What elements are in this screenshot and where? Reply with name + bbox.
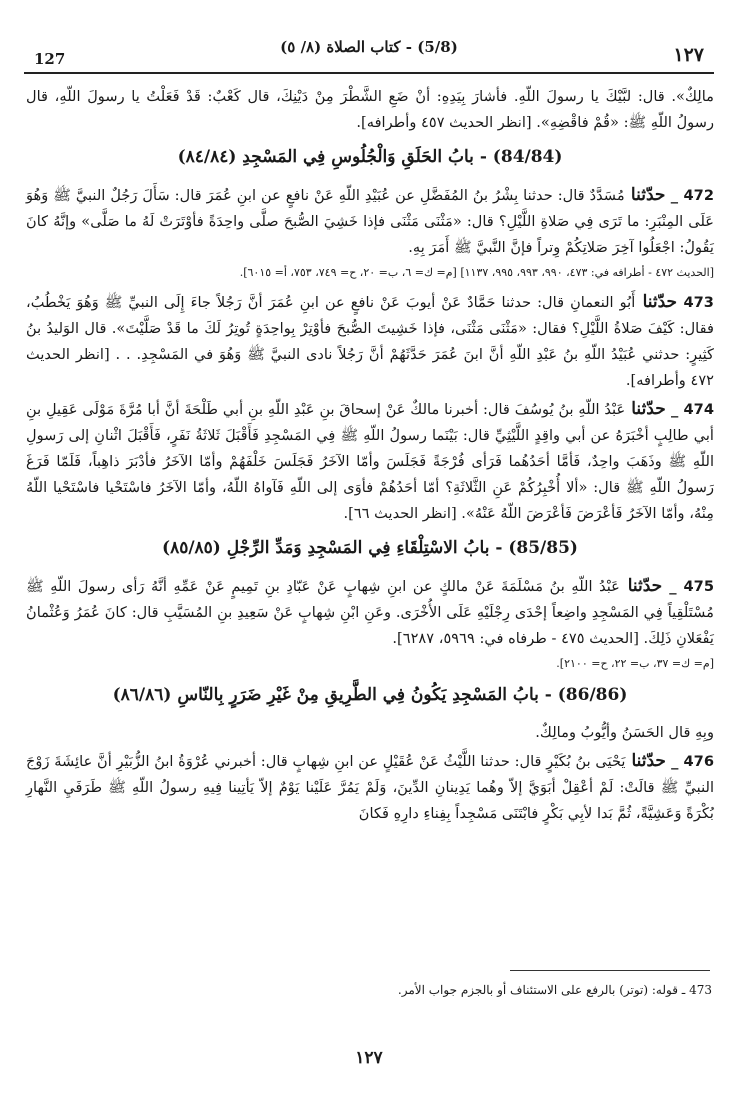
chapter-heading: (84/84) - بابُ الحَلَقِ وَالْجُلُوسِ فِي المَسْجِدِ (٨٤/٨٤) (177, 147, 563, 167)
paragraph-text: أَبُو النعمانِ قال: حدثنا حَمَّادٌ عَنْ أيوبَ عَنْ نافعٍ عن ابنِ عُمَرَ أنَّ رَجُلاً جاءَ إِلَى النبيِّ ﷺ وَهُوَ يَخْطُبُ، فقال: كَيْفَ صَلاةُ اللَّيْلِ؟ فقال: «مَثْنَى مَثْنَى، فإذا خَشِيتَ الصُّبحَ فأوْتِرْ بِواحِدَةٍ تُوتِرُ لَكَ ما قَدْ صَلَّيْتَ». قال الوَليدُ بنُ كَثِيرٍ: حدثني عُبَيْدُ اللّهِ بنُ عَبْدِ اللّهِ أنَّ ابنَ عُمَرَ حَدَّثَهُمْ أنَّ رَجُلاً نادى النبيَّ ﷺ وَهُوَ في المَسْجِدِ. . . [انظر الحديث ٤٧٢ وأطرافه]. (26, 294, 714, 389)
hadith-paragraph (26, 573, 714, 652)
footer-page-number: ١٢٧ (355, 1048, 383, 1068)
page-header (24, 32, 714, 74)
paragraph-text: عَبْدُ اللّهِ بنُ مَسْلَمَةَ عَنْ مالكٍ عن ابنِ شِهابٍ عَنْ عَبّادِ بنِ تَمِيمٍ عَنْ عَمِّهِ أنَّهُ رَأى رسولَ اللّهِ ﷺ مُسْتَلْقِياً فِي المَسْجِدِ واضِعاً إحْدَى رِجْلَيْهِ عَلَى الأُخْرَى. وعَنِ ابْنِ شِهابٍ عَنْ سَعِيدِ بنِ المُسَيَّبِ قال: كانَ عُمَرُ وَعُثْمانُ يَفْعَلانِ ذَلِكَ. [الحديث ٤٧٥ - طرفاه في: ٥٩٦٩، ٦٢٨٧]. (26, 578, 714, 647)
chapter-heading: (86/86) - بابُ المَسْجِدِ يَكُونُ فِي الطَّرِيقِ مِنْ غَيْرِ ضَرَرٍ بِالنّاسِ (٨٦/٨٦) (112, 685, 628, 705)
haddathana-keyword: حدّثنا (624, 185, 666, 205)
paragraph-text: مُسَدَّدٌ قال: حدثنا بِشْرُ بنُ المُفَضَّلِ عن عُبَيْدِ اللّهِ عَنْ نافعٍ عن ابنِ عُمَرَ قال: سَأَلَ رَجُلٌ النبيَّ ﷺ وَهُوَ عَلَى المِنْبَرِ: ما تَرَى فِي صَلاةِ اللَّيْلِ؟ قال: «مَثْنَى مَثْنَى فإذا خَشِيَ الصُّبحَ صلَّى واحِدَةً فأوْتَرَتْ لَهُ ما صَلَّى» وإنَّهُ كانَ يَقُولُ: اجْعَلُوا آخِرَ صَلاتِكُمْ وِتراً فإنَّ النَّبيَّ ﷺ أَمَرَ بِهِ. (26, 187, 714, 256)
page-number-arabic: ١٢٧ (673, 44, 704, 66)
page-number-latin: 127 (34, 50, 66, 68)
paragraph-text: وبِهِ قال الحَسَنُ وأيُّوبُ ومالِكٌ. (535, 724, 714, 741)
hadith-paragraph (26, 289, 714, 394)
hadith-reference: [الحديث ٤٧٢ - أطرافه في: ٤٧٣، ٩٩٠، ٩٩٣، ٩٩٥، ١١٣٧] [م= ك= ٦، ب= ٢٠، ح= ٧٤٩، ٧٥٣، أ= ٦٠١٥]. (239, 266, 714, 279)
haddathana-keyword: حدّثنا (635, 292, 678, 312)
haddathana-keyword: حدّثنا (625, 399, 666, 419)
hadith-number: 476 _ (665, 753, 714, 770)
hadith-number: 473 (677, 294, 714, 311)
hadith-number: 475 _ (662, 578, 714, 595)
hadith-paragraph (26, 84, 714, 136)
paragraph-text: يَحْيَى بنُ بُكَيْرٍ قال: حدثنا اللَّيْثُ عَنْ عُقَيْلٍ عن ابنِ شِهابٍ قال: أخبرني عُرْوَةُ ابنُ الزُّبَيْرِ أنَّ عائِشَةَ زَوْجَ النبيِّ ﷺ قالَتْ: لَمْ أعْقِلْ أبَوَيَّ إلاّ وهُما يَدِينانِ الدِّينَ، وَلَمْ يَمُرَّ عَلَيْنا يَوْمٌ إلاّ يَأتِينا فِيهِ رسولُ اللّهِ ﷺ طَرَفَيِ النَّهارِ بُكْرَةً وَعَشِيَّةً، ثُمَّ بَدا لأبِي بَكْرٍ فابْتَنَى مَسْجِداً بِفِناءِ دارِهِ فَكانَ (26, 753, 714, 822)
hadith-reference: [م= ك= ٣٧، ب= ٢٢، ح= ٢١٠٠]. (556, 657, 714, 670)
hadith-paragraph (26, 748, 714, 827)
paragraph-text: مالِكٌ». قال: لبَّيْكَ يا رسولَ اللّهِ. فأشارَ بِيَدِهِ: أنْ ضَعِ الشَّطْرَ مِنْ دَيْنِكَ، قال كَعْبٌ: قَدْ فَعَلْتُ يا رسولَ اللّهِ، قال رسولُ اللّهِ ﷺ: «قُمْ فاقْضِهِ». [انظر الحديث ٤٥٧ وأطرافه]. (26, 88, 714, 131)
chapter-heading: (85/85) - بابُ الاسْتِلْقَاءِ فِي المَسْجِدِ وَمَدِّ الرِّجْلِ (٨٥/٨٥) (162, 538, 578, 558)
hadith-number: 472 _ (665, 187, 714, 204)
footnote-divider (510, 970, 710, 971)
hadith-number: 474 _ (665, 401, 714, 418)
haddathana-keyword: حدّثنا (619, 576, 663, 596)
hadith-paragraph (26, 396, 714, 527)
running-title: (5/8) - كتاب الصلاة (٨/ ٥) (280, 38, 458, 56)
footnote: 473 ـ قوله: (توتر) بالرفع على الاستئناف أو بالجزم جواب الأمر. (397, 983, 712, 997)
haddathana-keyword: حدّثنا (625, 751, 666, 771)
hadith-paragraph (26, 720, 714, 746)
hadith-paragraph (26, 182, 714, 261)
paragraph-text: عَبْدُ اللّهِ بنُ يُوسُفَ قال: أخبرنا مالكٌ عَنْ إسحاقَ بنِ عَبْدِ اللّهِ بنِ أبي طَلْحَةَ أنَّ أبا مُرَّةَ مَوْلَى عَقِيلِ بنِ أبي طالِبٍ أخْبَرَهُ عن أبي واقِدٍ اللَّيْثِيِّ قال: بَيْنَما رسولُ اللّهِ ﷺ فِي المَسْجِدِ فَأَقْبَلَ ثَلاثَةُ نَفَرٍ، فَأَقْبَلَ اثْنانِ إلى رَسولِ اللّهِ ﷺ وذَهَبَ واحِدٌ، فَأمَّا أحَدُهُما فَرَأى فُرْجَةً فَجَلَسَ وأمّا الآخَرُ فَجَلَسَ خَلْفَهُمْ وأمّا الآخَرُ فأدْبَرَ ذاهِباً، فَلَمّا فَرَغَ رَسولُ اللّهِ ﷺ قال: «ألا أُخْبِرُكُمْ عَنِ الثَّلاثَةِ؟ أمّا أحَدُهُمْ فأوَى إلى اللّهِ فَآواهُ اللّهُ، وأمّا الآخَرُ فاسْتَحْيا فاسْتَحْيا اللّهُ مِنْهُ، وأمّا الآخَرُ فَأعْرَضَ فَأعْرَضَ اللّهُ عَنْهُ». [انظر الحديث ٦٦]. (26, 401, 714, 522)
main-text (26, 84, 714, 829)
